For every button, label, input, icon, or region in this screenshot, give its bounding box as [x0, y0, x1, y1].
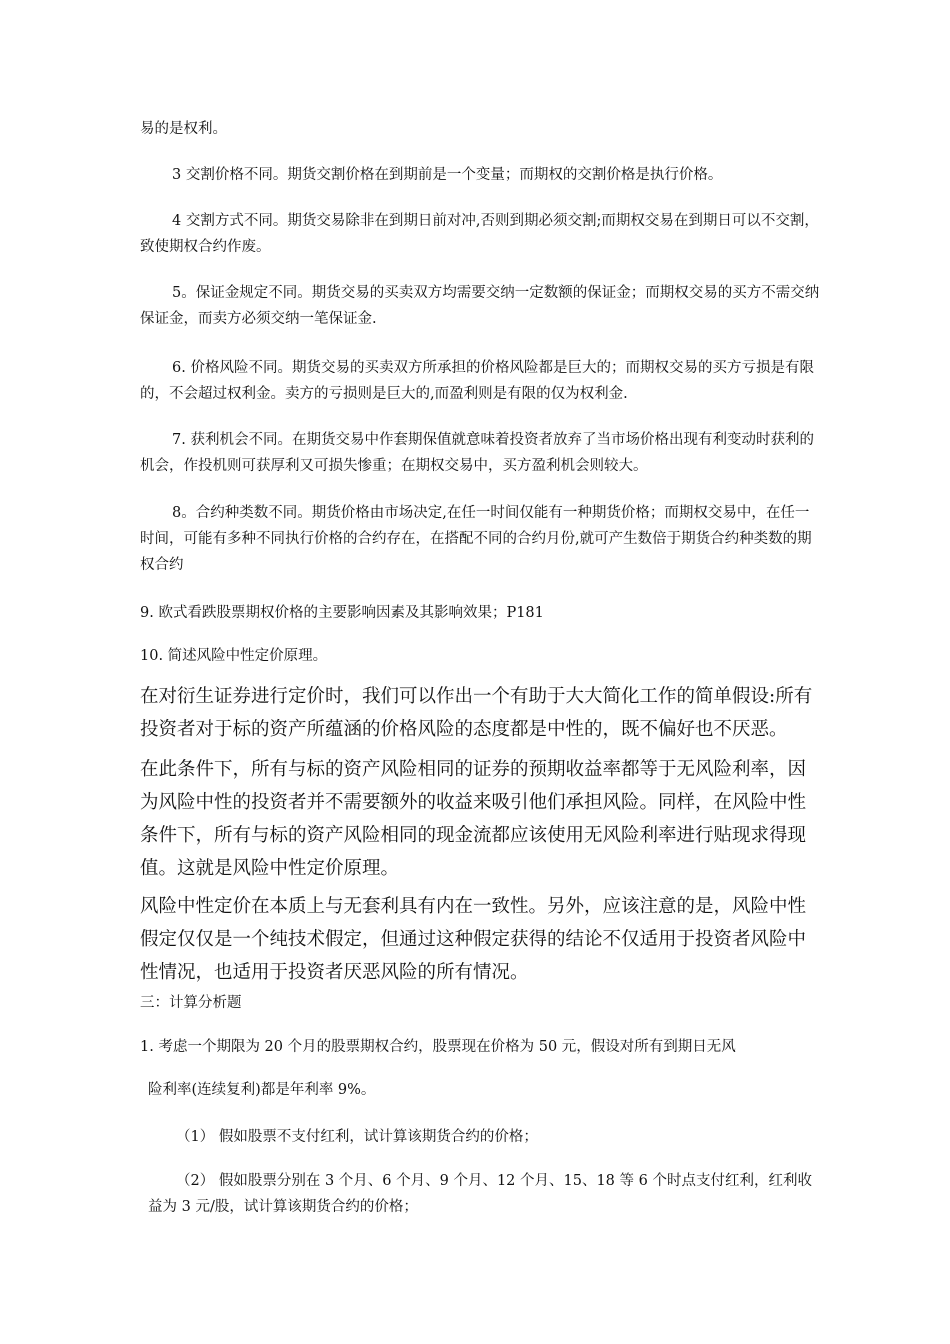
question-9: 9. 欧式看跌股票期权价格的主要影响因素及其影响效果；P181 — [140, 605, 544, 621]
question-10: 10. 简述风险中性定价原理。 — [140, 648, 328, 664]
answer-paragraph-1: 在对衍生证券进行定价时，我们可以作出一个有助于大大简化工作的简单假设:所有投资者对于标的资产所蕴涵的价格风险的态度都是中性的，既不偏好也不厌恶。 — [140, 686, 813, 740]
paragraph-item-4: 4 交割方式不同。期货交易除非在到期日前对冲,否则到期必须交割;而期权交易在到期日可以不交割，致使期权合约作废。 — [140, 213, 819, 255]
paragraph-item-5: 5。保证金规定不同。期货交易的买卖双方均需要交纳一定数额的保证金；而期权交易的买方不需交纳保证金，而卖方必须交纳一笔保证金. — [140, 285, 820, 327]
calc-question-1-continued: 险利率(连续复利)都是年利率 9%。 — [148, 1082, 376, 1098]
paragraph-continuation: 易的是权利。 — [140, 121, 227, 137]
paragraph-item-6: 6. 价格风险不同。期货交易的买卖双方所承担的价格风险都是巨大的；而期权交易的买方亏损是有限的，不会超过权利金。卖方的亏损则是巨大的,而盈利则是有限的仅为权利金. — [140, 360, 814, 402]
answer-paragraph-3: 风险中性定价在本质上与无套利具有内在一致性。另外，应该注意的是，风险中性假定仅仅是一个纯技术假定，但通过这种假定获得的结论不仅适用于投资者风险中性情况，也适用于投资者厌恶风险的所有情况。 — [140, 896, 807, 983]
calc-question-1: 1. 考虑一个期限为 20 个月的股票期权合约，股票现在价格为 50 元，假设对所有到期日无风 — [140, 1039, 736, 1055]
paragraph-item-8: 8。合约种类数不同。期货价格由市场决定,在任一时间仅能有一种期货价格；而期权交易中，在任一时间，可能有多种不同执行价格的合约存在，在搭配不同的合约月份,就可产生数倍于期货合约种类数的期权合约 — [140, 505, 812, 573]
calc-subquestion-1: （1） 假如股票不支付红利，试计算该期货合约的价格； — [176, 1129, 538, 1145]
section-heading-calculation: 三：计算分析题 — [140, 995, 242, 1011]
answer-paragraph-2: 在此条件下，所有与标的资产风险相同的证券的预期收益率都等于无风险利率，因为风险中性的投资者并不需要额外的收益来吸引他们承担风险。同样，在风险中性条件下，所有与标的资产风险相同的现金流都应该使用无风险利率进行贴现求得现值。这就是风险中性定价原理。 — [140, 759, 807, 879]
calc-subquestion-2: （2） 假如股票分别在 3 个月、6 个月、9 个月、12 个月、15、18 等 6 个时点支付红利，红利收益为 3 元/股，试计算该期货合约的价格； — [148, 1173, 812, 1215]
paragraph-item-7: 7. 获利机会不同。在期货交易中作套期保值就意味着投资者放弃了当市场价格出现有利变动时获利的机会，作投机则可获厚利又可损失惨重；在期权交易中，买方盈利机会则较大。 — [140, 432, 814, 474]
paragraph-item-3: 3 交割价格不同。期货交割价格在到期前是一个变量；而期权的交割价格是执行价格。 — [172, 167, 723, 183]
